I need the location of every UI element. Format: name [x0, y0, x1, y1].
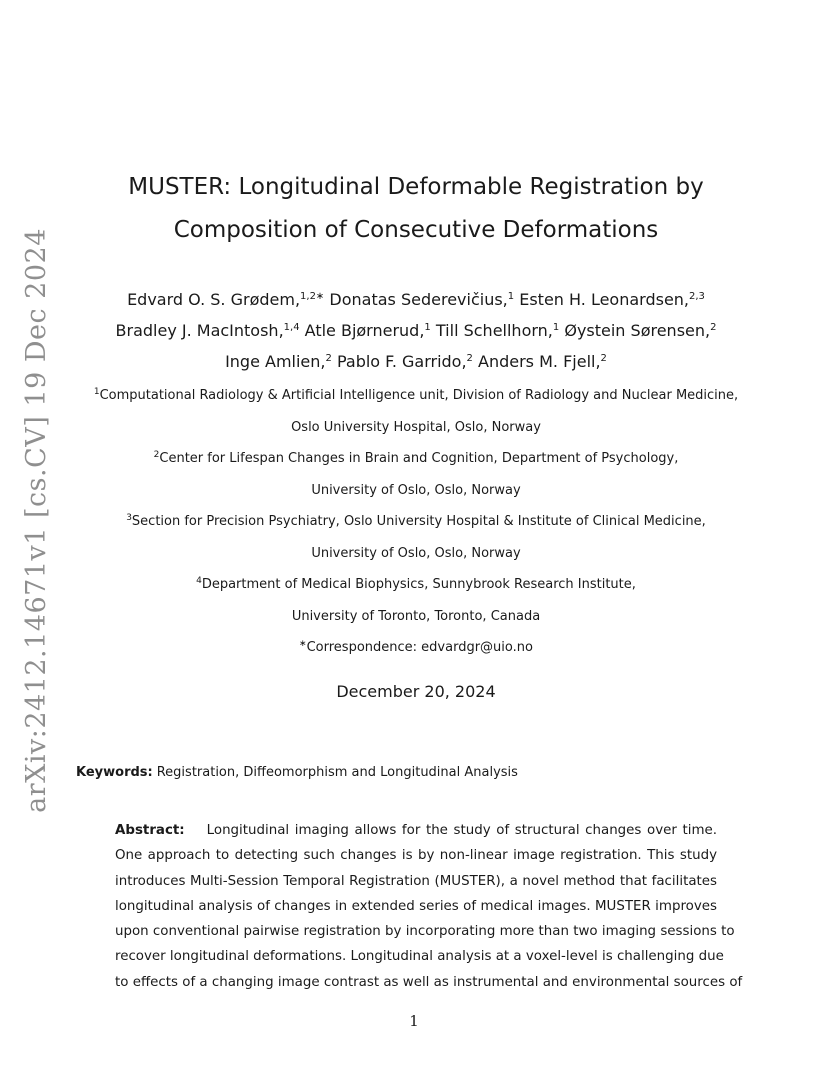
affiliation-marker: 3	[126, 513, 132, 523]
author-list	[70, 284, 762, 377]
affiliation-1-line-1	[70, 380, 762, 412]
keywords-label: Keywords:	[76, 765, 153, 780]
author-affiliation-marker: 2	[710, 322, 717, 333]
author-affiliation-marker: 1	[507, 291, 515, 302]
author-name: Pablo F. Garrido,	[336, 352, 467, 371]
abstract-line	[115, 818, 717, 843]
author-name: Donatas Sederevičius,	[329, 290, 508, 309]
affiliation-text: Section for Precision Psychiatry, Oslo University Hospital & Institute of Clinical Medicine,	[131, 514, 706, 529]
affiliation-1-line-2: Oslo University Hospital, Oslo, Norway	[291, 419, 541, 435]
affiliation-text: Computational Radiology & Artificial Intelligence unit, Division of Radiology and Nuclear Medicine,	[99, 388, 739, 403]
abstract-label: Abstract:	[115, 823, 185, 838]
affiliation-marker: 1	[93, 387, 100, 397]
page-number: 1	[409, 1012, 419, 1030]
author-affiliation-marker: 1	[552, 322, 560, 333]
keywords-text: Registration, Diffeomorphism and Longitudinal Analysis	[156, 765, 518, 780]
author-name: Esten H. Leonardsen,	[519, 290, 690, 309]
affiliation-4-line-1	[70, 569, 762, 601]
arxiv-identifier-stamp[interactable]	[13, 227, 59, 813]
affiliation-3-line-2: University of Oslo, Oslo, Norway	[311, 545, 521, 561]
author-affiliation-marker: 2	[325, 353, 332, 364]
abstract-line: recover longitudinal deformations. Longitudinal analysis at a voxel-level is challenging due	[115, 949, 724, 965]
correspondence-text: Correspondence: edvardgr@uio.no	[306, 640, 533, 655]
author-affiliation-marker: 2	[600, 353, 607, 364]
correspondence-line	[70, 632, 762, 664]
abstract-line: introduces Multi-Session Temporal Registration (MUSTER), a novel method that facilitates	[115, 873, 717, 889]
affiliation-2-line-2: University of Oslo, Oslo, Norway	[311, 482, 521, 498]
author-name: Anders M. Fjell,	[478, 352, 601, 371]
author-name: Bradley J. MacIntosh,	[115, 321, 284, 340]
keywords-section	[76, 765, 518, 780]
author-name: Edvard O. S. Grødem,	[127, 290, 301, 309]
author-line-3	[70, 346, 762, 377]
author-line-1	[70, 284, 762, 315]
author-name: Øystein Sørensen,	[564, 321, 711, 340]
abstract-line: upon conventional pairwise registration by incorporating more than two imaging sessions to	[115, 924, 735, 940]
author-affiliation-marker: 2	[466, 353, 473, 364]
author-name: Inge Amlien,	[225, 352, 326, 371]
correspondence-marker: ∗	[299, 639, 307, 649]
affiliation-text: Center for Lifespan Changes in Brain and Cognition, Department of Psychology,	[159, 451, 679, 466]
author-name: Till Schellhorn,	[435, 321, 553, 340]
author-affiliation-marker: 1,2∗	[300, 291, 325, 302]
publication-date: December 20, 2024	[336, 682, 496, 701]
arxiv-identifier-text: arXiv:2412.14671v1 [cs.CV] 19 Dec 2024	[20, 227, 52, 813]
author-line-2	[70, 315, 762, 346]
abstract-line: to effects of a changing image contrast as well as instrumental and environmental sources of	[115, 974, 743, 990]
author-affiliation-marker: 1	[424, 322, 431, 333]
affiliation-marker: 2	[153, 450, 160, 460]
affiliation-list	[70, 380, 762, 664]
author-affiliation-marker: 2,3	[689, 291, 705, 302]
affiliation-marker: 4	[196, 576, 202, 586]
affiliation-text: Department of Medical Biophysics, Sunnybrook Research Institute,	[201, 577, 636, 592]
paper-title	[90, 166, 742, 252]
affiliation-2-line-1	[70, 443, 762, 475]
abstract-line: One approach to detecting such changes is by non-linear image registration. This study	[115, 848, 717, 864]
abstract-section	[115, 818, 743, 995]
affiliation-4-line-2: University of Toronto, Toronto, Canada	[291, 608, 541, 624]
affiliation-3-line-1	[70, 506, 762, 538]
abstract-line-text: Longitudinal imaging allows for the study of structural changes over time.	[206, 823, 717, 838]
title-line-1: MUSTER: Longitudinal Deformable Registration by	[128, 174, 704, 200]
abstract-line: longitudinal analysis of changes in extended series of medical images. MUSTER improves	[115, 898, 717, 914]
author-affiliation-marker: 1,4	[283, 322, 300, 333]
author-name: Atle Bjørnerud,	[304, 321, 425, 340]
title-line-2: Composition of Consecutive Deformations	[173, 217, 659, 243]
